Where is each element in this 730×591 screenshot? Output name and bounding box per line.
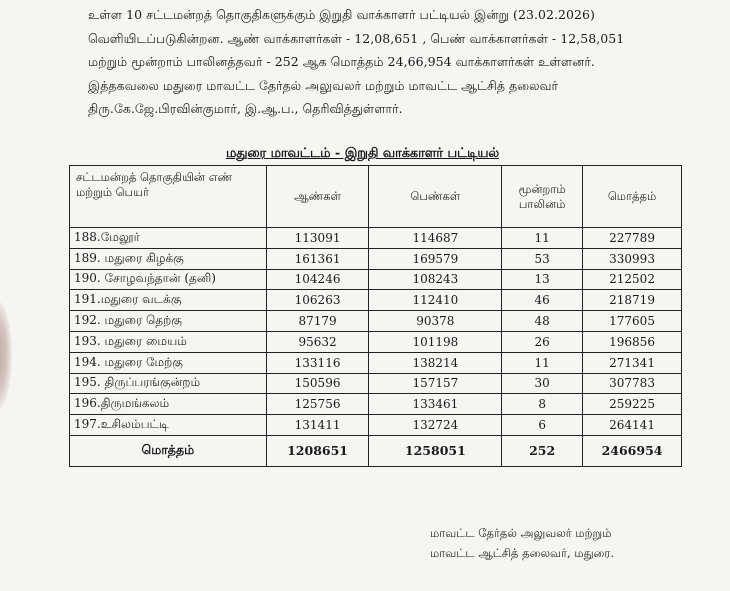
table-row <box>70 352 682 373</box>
table-row <box>70 311 682 332</box>
total-cell: 307783 <box>583 373 682 394</box>
table-row <box>70 290 682 311</box>
paragraph-line: வெளியிடப்படுகின்றன. ஆண் வாக்காளர்கள் - 12,08,651 , பெண் வாக்காளர்கள் - 12,58,051 <box>88 30 625 46</box>
signature-line: மாவட்ட தேர்தல் அலுவலர் மற்றும் <box>430 526 612 540</box>
male-cell: 161361 <box>266 248 369 269</box>
total-cell: 259225 <box>583 394 682 415</box>
header-third-gender: மூன்றாம் பாலினம் <box>502 166 583 228</box>
total-cell: 330993 <box>583 248 682 269</box>
third-gender-cell: 11 <box>502 352 583 373</box>
total-cell: 212502 <box>583 269 682 290</box>
third-gender-cell: 13 <box>502 269 583 290</box>
constituency-cell: 188.மேலூர் <box>70 228 267 249</box>
total-cell: 264141 <box>583 415 682 436</box>
male-cell: 113091 <box>266 228 369 249</box>
constituency-cell: 189. மதுரை கிழக்கு <box>70 248 267 269</box>
male-cell: 87179 <box>266 311 369 332</box>
male-cell: 131411 <box>266 415 369 436</box>
female-cell: 133461 <box>369 394 502 415</box>
male-cell: 95632 <box>266 331 369 352</box>
total-third-gender-cell: 252 <box>502 435 583 466</box>
table-row <box>70 331 682 352</box>
constituency-cell: 197.உசிலம்பட்டி <box>70 415 267 436</box>
table-row <box>70 373 682 394</box>
total-male-cell: 1208651 <box>266 435 369 466</box>
signature-block <box>430 523 614 563</box>
table-title: மதுரை மாவட்டம் - இறுதி வாக்காளர் பட்டியல் <box>226 146 499 161</box>
constituency-cell: 193. மதுரை மையம் <box>70 331 267 352</box>
total-cell: 196856 <box>583 331 682 352</box>
paragraph-line: திரு.கே.ஜே.பிரவின்குமார், இ.ஆ.ப., தெரிவித்துள்ளார். <box>88 101 403 116</box>
total-cell: 271341 <box>583 352 682 373</box>
total-total-cell: 2466954 <box>583 435 682 466</box>
paragraph-line: மற்றும் மூன்றாம் பாலினத்தவர் - 252 ஆக மொத்தம் 24,66,954 வாக்காளர்கள் உள்ளனர். <box>88 54 595 69</box>
paragraph-line: உள்ள 10 சட்டமன்றத் தொகுதிகளுக்கும் இறுதி வாக்காளர் பட்டியல் இன்று (23.02.2026) <box>88 7 595 22</box>
constituency-cell: 196.திருமங்கலம் <box>70 394 267 415</box>
male-cell: 150596 <box>266 373 369 394</box>
male-cell: 104246 <box>266 269 369 290</box>
female-cell: 112410 <box>369 290 502 311</box>
male-cell: 125756 <box>266 394 369 415</box>
constituency-cell: 195. திருப்பரங்குன்றம் <box>70 373 267 394</box>
third-gender-cell: 46 <box>502 290 583 311</box>
total-cell: 177605 <box>583 311 682 332</box>
third-gender-cell: 11 <box>502 228 583 249</box>
third-gender-cell: 30 <box>502 373 583 394</box>
header-female: பெண்கள் <box>369 166 502 228</box>
body-paragraph <box>88 0 688 121</box>
constituency-cell: 191.மதுரை வடக்கு <box>70 290 267 311</box>
third-gender-cell: 8 <box>502 394 583 415</box>
female-cell: 138214 <box>369 352 502 373</box>
table-row <box>70 415 682 436</box>
male-cell: 133116 <box>266 352 369 373</box>
paragraph-line: இத்தகவலை மதுரை மாவட்ட தேர்தல் அலுவலர் மற்றும் மாவட்ட ஆட்சித் தலைவர் <box>88 77 559 93</box>
total-cell: 227789 <box>583 228 682 249</box>
header-total: மொத்தம் <box>583 166 682 228</box>
table-total-row <box>70 435 682 466</box>
third-gender-cell: 53 <box>502 248 583 269</box>
table-row <box>70 248 682 269</box>
signature-line: மாவட்ட ஆட்சித் தலைவர், மதுரை. <box>430 546 615 560</box>
table-row <box>70 228 682 249</box>
female-cell: 157157 <box>369 373 502 394</box>
constituency-cell: 194. மதுரை மேற்கு <box>70 352 267 373</box>
table-row <box>70 269 682 290</box>
female-cell: 101198 <box>369 331 502 352</box>
table-row <box>70 394 682 415</box>
female-cell: 132724 <box>369 415 502 436</box>
male-cell: 106263 <box>266 290 369 311</box>
constituency-cell: 192. மதுரை தெற்கு <box>70 311 267 332</box>
constituency-cell: 190. சோழவந்தான் (தனி) <box>70 269 267 290</box>
female-cell: 169579 <box>369 248 502 269</box>
page-edge-shadow <box>0 300 12 410</box>
third-gender-cell: 48 <box>502 311 583 332</box>
third-gender-cell: 26 <box>502 331 583 352</box>
header-constituency: சட்டமன்றத் தொகுதியின் எண் மற்றும் பெயர் <box>70 166 267 228</box>
table-header-row <box>70 166 682 228</box>
total-female-cell: 1258051 <box>369 435 502 466</box>
third-gender-cell: 6 <box>502 415 583 436</box>
total-cell: 218719 <box>583 290 682 311</box>
female-cell: 90378 <box>369 311 502 332</box>
header-male: ஆண்கள் <box>266 166 369 228</box>
female-cell: 108243 <box>369 269 502 290</box>
female-cell: 114687 <box>369 228 502 249</box>
voter-list-table <box>69 165 682 467</box>
total-constituency-cell: மொத்தம் <box>70 435 267 466</box>
